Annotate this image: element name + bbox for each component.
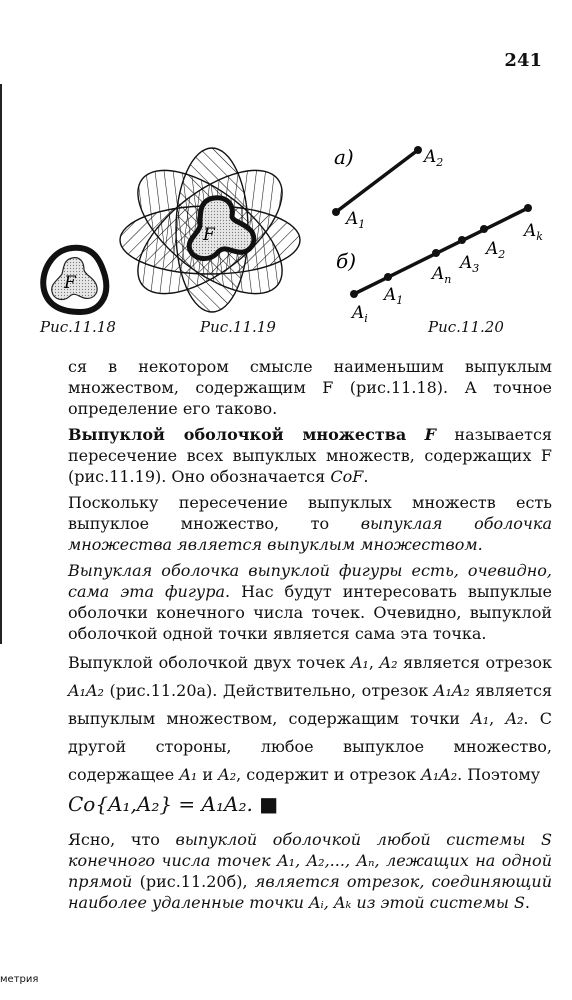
fig-11-19 [118, 148, 303, 317]
page-number: 241 [504, 50, 542, 71]
point-A2-b [480, 225, 488, 233]
point-An [432, 249, 440, 257]
point-A2-a [414, 146, 422, 154]
label-Ak: $A_k$ [524, 221, 543, 243]
point-A3 [458, 236, 466, 244]
paragraph-2: Выпуклой оболочкой множества F называется пересечение всех выпуклых множеств, содержащих F (рис.11.19). Оно обозначается CoF. [68, 425, 553, 486]
point-Ai [350, 290, 358, 298]
label-part-a: а) [334, 145, 354, 169]
qed-symbol: ■ [259, 792, 279, 816]
label-F-19: F [203, 225, 215, 245]
formula-convex-hull: Co{A₁,A₂} = A₁A₂. ■ [68, 792, 279, 816]
caption-fig-11-20: Рис.11.20 [428, 318, 504, 336]
label-A1-a: $A_1$ [346, 209, 366, 231]
paragraph-5: Выпуклой оболочкой двух точек A₁, A₂ является отрезок A₁A₂ (рис.11.20а). Действительно, отрезок A₁A₂ является выпуклым множеством, содержащим точки A₁, A₂. С другой стороны, любое выпуклое множество, содержащее A₁ и A₂, содержит и отрезок A₁A₂. Поэтому [68, 653, 553, 784]
label-A3: $A_3$ [460, 253, 480, 275]
body-text [68, 356, 552, 918]
label-A1-b: $A_1$ [384, 285, 404, 307]
label-F: F [64, 273, 76, 293]
label-Ai: $A_i$ [352, 303, 368, 325]
figures [0, 0, 572, 345]
paragraph-4: Выпуклая оболочка выпуклой фигуры есть, очевидно, сама эта фигура. Нас будут интересовать выпуклые оболочки конечного числа точек. Очевидно, выпуклой оболочкой одной точки является сама эта точка. [68, 561, 552, 643]
paragraph-6: Ясно, что выпуклой оболочкой любой системы S конечного числа точек A₁, A₂,..., Aₙ, лежащих на одной прямой (рис.11.20б), является отрезок, соединяющий наиболее удаленные точки Aᵢ, Aₖ из этой системы S. [68, 830, 552, 912]
label-An: $A_n$ [432, 264, 452, 286]
point-A1-b [384, 273, 392, 281]
caption-fig-11-18: Рис.11.18 [40, 318, 116, 336]
fig-11-18 [43, 248, 106, 312]
paragraph-3: Поскольку пересечение выпуклых множеств есть выпуклое множество, то выпуклая оболочка множества является выпуклым множеством. [68, 493, 552, 554]
label-A2-a: $A_2$ [424, 147, 444, 169]
footer-running-title: метрия [0, 974, 39, 985]
caption-fig-11-19: Рис.11.19 [200, 318, 276, 336]
fig-11-20 [332, 145, 543, 325]
point-Ak [524, 204, 532, 212]
label-A2-b: $A_2$ [486, 239, 506, 261]
paragraph-1: ся в некотором смысле наименьшим выпуклым множеством, содержащим F (рис.11.18). А точное определение его таково. [68, 357, 552, 418]
label-part-b: б) [336, 249, 357, 273]
point-A1-a [332, 208, 340, 216]
